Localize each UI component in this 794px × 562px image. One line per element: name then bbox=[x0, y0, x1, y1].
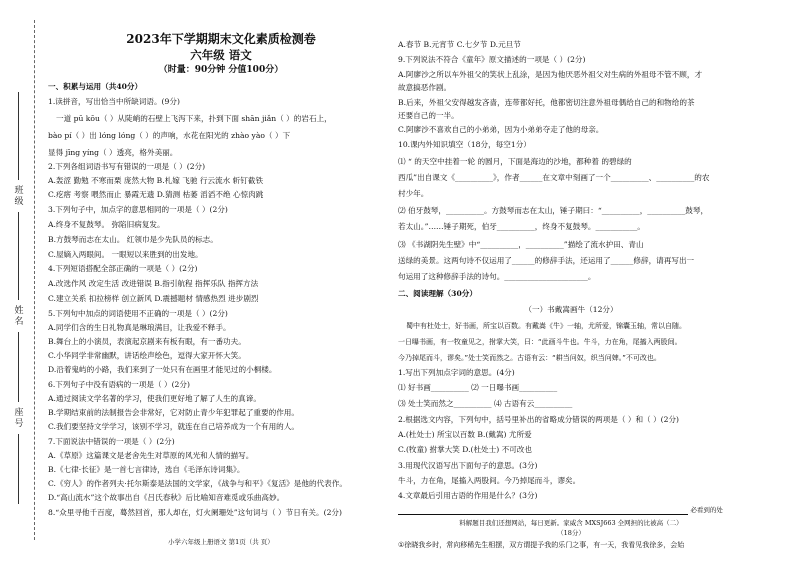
passage-1-title: （一）书戴嵩画牛（12分） bbox=[524, 305, 618, 314]
ad-note: 料解题目我们还想网站，每日更新。家威含 MXSJ663 全网担的比被高（二） bbox=[459, 519, 683, 527]
p1-q1-stem: 1.写出下列加点字词的意思。(4分) bbox=[398, 368, 515, 377]
q9-stem: 9.下列说法不符合《童年》原文描述的一项是（ ）(2分) bbox=[398, 55, 586, 64]
q7-stem: 7.下面说法中错误的一项是（ ）(2分) bbox=[48, 437, 175, 446]
q10-2-line-1: ⑵ 伯牙鼓琴，__________。方鼓琴而志在太山，锤子期曰：“__________，__________鼓琴， bbox=[398, 206, 709, 215]
passage-1-line-1: 蜀中有杜处士，好书画，所宝以百数。有戴嵩《牛》一轴，尤所爱，锦囊玉轴，常以自随。 bbox=[406, 322, 686, 330]
margin-label-name-2: 名 bbox=[14, 317, 24, 327]
q2-options-ab: A.轰涩 勤勉 不寒而栗 庞然大物 B.札嫁 飞驰 行云流水 斩钉截铁 bbox=[48, 176, 264, 185]
q7-option-b: B.《七律·长征》是一首七言律诗，选自《毛泽东诗词集》。 bbox=[48, 465, 245, 474]
passage-1-line-2: 一日曝书画，有一牧童见之，拊掌大笑，曰：“此画斗牛也。牛斗，力在角，尾搐入两股间。 bbox=[398, 338, 682, 346]
q3-option-b: B.方鼓琴而志在太山。 红领巾是少先队员的标志。 bbox=[48, 235, 218, 244]
q7-option-c: C.《穷人》的作者列夫·托尔斯泰是法国的文学家，《战争与和平》《复活》是他的代表作。 bbox=[48, 479, 347, 488]
passage-2-line-1: ①徐晓我乡时，常向移稀先生相摆，双方谓提予我的乐门之事，有一天，我看见我徐多，会始 bbox=[398, 541, 685, 549]
q6-stem: 6.下列句子中没有语病的一项是（ ）(2分) bbox=[48, 380, 190, 389]
q4-stem: 4.下列短语搭配全部正确的一项是（ ）(2分) bbox=[48, 264, 198, 273]
q3-option-c: C.屋嫡入两眼间。 一眼短以来胜到的出发地。 bbox=[48, 250, 203, 259]
exam-subtitle: 六年级 语文 bbox=[190, 48, 252, 62]
p1-q2-options-cd: C.(牧童) 拊掌大笑 D.(杜处士) 不可改也 bbox=[398, 445, 532, 454]
p1-q2-options-ab: A.(杜处士) 所宝以百数 B.(戴嵩) 尤所爱 bbox=[398, 430, 532, 439]
margin-line-4 bbox=[18, 434, 19, 504]
must-read-note: 必看到的处 bbox=[690, 506, 723, 514]
q5-stem: 5.下列句中加点的词语使用不正确的一项是（ ）(2分) bbox=[48, 309, 228, 318]
q7-option-d: D.“高山流水”这个故事出自《吕氏春秋》后比喻知音难觅或乐曲高妙。 bbox=[48, 493, 285, 502]
margin-label-class-2: 级 bbox=[14, 197, 24, 207]
q6-option-a: A.通过阅读文学名著的学习，使我们更好地了解了人生的真谛。 bbox=[48, 394, 261, 403]
q10-stem: 10.课内外知识填空（18分，每空1分） bbox=[398, 140, 531, 149]
passage-2-score: （18分） bbox=[557, 529, 585, 537]
q1-stem: 1.读拼音，写出恰当中所缺词语。(9分) bbox=[48, 97, 180, 106]
section-1-heading: 一、积累与运用（共40分） bbox=[48, 82, 143, 91]
q9-option-b-2: 还要自己的一半。 bbox=[398, 111, 459, 120]
q6-option-c: C.我们要坚持文学学习，该别不学习，就连在自己培养成为一个有用的人。 bbox=[48, 422, 299, 431]
q9-option-c: C.阿廖沙不喜欢自己的小弟弟，因为小弟弟夺走了他的母亲。 bbox=[398, 125, 604, 134]
margin-line-1 bbox=[18, 92, 19, 180]
q5-option-c: C.小华同学非常幽默，讲话绘声绘色，逗得大家开怀大笑。 bbox=[48, 351, 246, 360]
margin-line-3 bbox=[18, 332, 19, 402]
q2-stem: 2.下列各组词语书写有错误的一项是（ ）(2分) bbox=[48, 162, 206, 171]
q9-option-b-1: B.后来，外祖父安得越发吝啬，连带都好托，他都密切注意外祖母偶给自己的和物给的茶 bbox=[398, 98, 695, 107]
q1-line-2: bào pí（ ）出 lóng lóng（ ）的声响，水花在阳光的 zhào yào（ ）下 bbox=[48, 131, 291, 140]
binding-margin bbox=[6, 20, 35, 540]
passage-1-line-3: 今乃掉尾而斗，谬矣。”处士笑而然之。古语有云：“耕当问奴，织当问婢。”不可改也。 bbox=[398, 354, 661, 362]
p1-q1-items-34: ⑶ 处士笑而然之__________ ⑷ 古语有云__________ bbox=[398, 399, 573, 408]
q3-option-a: A.终身不复鼓琴。 弥陷旧病复发。 bbox=[48, 220, 165, 229]
exam-title: 2023年下学期期末文化素质检测卷 bbox=[126, 32, 316, 46]
margin-line-2 bbox=[18, 212, 19, 300]
q10-3-line-3: 句运用了这种修辞手法的诗句。______________________。 bbox=[398, 272, 596, 281]
q1-line-1: 一道 pū kōu（ ）从陡峭的石壁上飞泻下来，扑到下面 shān jiǎn（ ）的岩石上， bbox=[56, 114, 332, 123]
q10-3-line-2: 送绿的美景。这两句诗不仅运用了______的修辞手法，还运用了______修辞，请再写出一 bbox=[398, 256, 695, 265]
q10-3-line-1: ⑶ 《书湖阴先生壁》中“__________，__________”描绘了流水护田、青山 bbox=[398, 240, 644, 249]
p1-q3-stem: 3.用现代汉语写出下面句子的意思。(3分) bbox=[398, 461, 538, 470]
q4-options-ab: A.改选作风 改定生活 改进错误 B.指引航程 指挥乐队 指挥方法 bbox=[48, 279, 259, 288]
q5-option-b: B.舞台上的小演员，表演起京剧来有板有眼，有一番功夫。 bbox=[48, 337, 246, 346]
p1-q3-sentence: 牛斗，力在角，尾搐入两股间。今乃掉尾而斗，谬矣。 bbox=[398, 476, 581, 485]
margin-label-class-1: 班 bbox=[14, 186, 24, 196]
exam-info: （时量：90分钟 分值100分） bbox=[158, 65, 284, 75]
q10-2-line-2: 若太山。”……锤子期死，伯牙__________，终身不复鼓琴。___________。 bbox=[398, 222, 645, 231]
page-footer: 小学六年级上册语文 第1页（共 页） bbox=[168, 538, 274, 546]
q10-1-line-1: ⑴ “ 的天空中挂着一轮 的圆月，下面是海边的沙地，都种着 的碧绿的 bbox=[398, 157, 632, 166]
q10-1-line-3: 村少年。 bbox=[398, 189, 429, 198]
margin-label-seat-1: 座 bbox=[14, 408, 24, 418]
p1-q4-stem: 4.文章最后引用古语的作用是什么？(3分) bbox=[398, 491, 538, 500]
q10-1-line-2: 西瓜”出自课文《__________》，作者______在文章中刻画了一个__________、__________的农 bbox=[398, 173, 710, 182]
margin-label-name-1: 姓 bbox=[14, 306, 24, 316]
q1-line-3: 显得 jīng yíng（ ）透亮，格外美丽。 bbox=[48, 148, 178, 157]
answer-underline bbox=[398, 506, 688, 515]
q4-options-cd: C.建立关系 扣拉榜样 创立新风 D.震撼题材 情感热烈 进步剧烈 bbox=[48, 294, 259, 303]
p1-q2-stem: 2.根据选文内容，下列句中，括号里补出的省略成分错误的两项是（ ）和（ ）(2分) bbox=[398, 415, 680, 424]
section-2-heading: 二、阅读理解（30分） bbox=[398, 289, 477, 298]
q9-option-a-1: A.阿廖沙之所以车外祖父的笑状上乱涂，是因为他厌恶外祖父对生病的外祖母不管不顾，才 bbox=[398, 70, 703, 79]
q8-stem: 8.“众里寻他千百度，蓦然回首，那人却在，灯火阑珊处”这句词与（ ）节日有关。(2分) bbox=[48, 508, 342, 517]
margin-label-seat-2: 号 bbox=[14, 419, 24, 429]
p1-q4-answer-line bbox=[398, 505, 744, 515]
q6-option-b: B.学期结束前的法制报告会非常好，它对防止青少年犯罪起了重要的作用。 bbox=[48, 408, 299, 417]
q5-option-a: A.同学们含的生日礼物真是琳琅满目，让我爱不释手。 bbox=[48, 323, 231, 332]
p1-q1-items-12: ⑴ 好书画__________ ⑵ 一日曝书画__________ bbox=[398, 383, 558, 392]
q7-option-a: A.《草原》这篇课文是老舍先生对草原的风光和人情的描写。 bbox=[48, 451, 254, 460]
q9-option-a-2: 故意搞恶作剧。 bbox=[398, 83, 452, 92]
q3-stem: 3.下列句子中，加点字的意思相同的一项是（ ）(2分) bbox=[48, 205, 228, 214]
q5-option-d: D.沿着鬼屿的小路，我们来到了一处只有在画里才能见过的小桐楼。 bbox=[48, 365, 277, 374]
q2-options-cd: C.疙瘩 考察 喂然而止 暴霞无遗 D.猜测 枯萎 滔滔不绝 心惊肉跳 bbox=[48, 190, 264, 199]
q8-options: A.春节 B.元宵节 C.七夕节 D.元旦节 bbox=[398, 40, 521, 49]
